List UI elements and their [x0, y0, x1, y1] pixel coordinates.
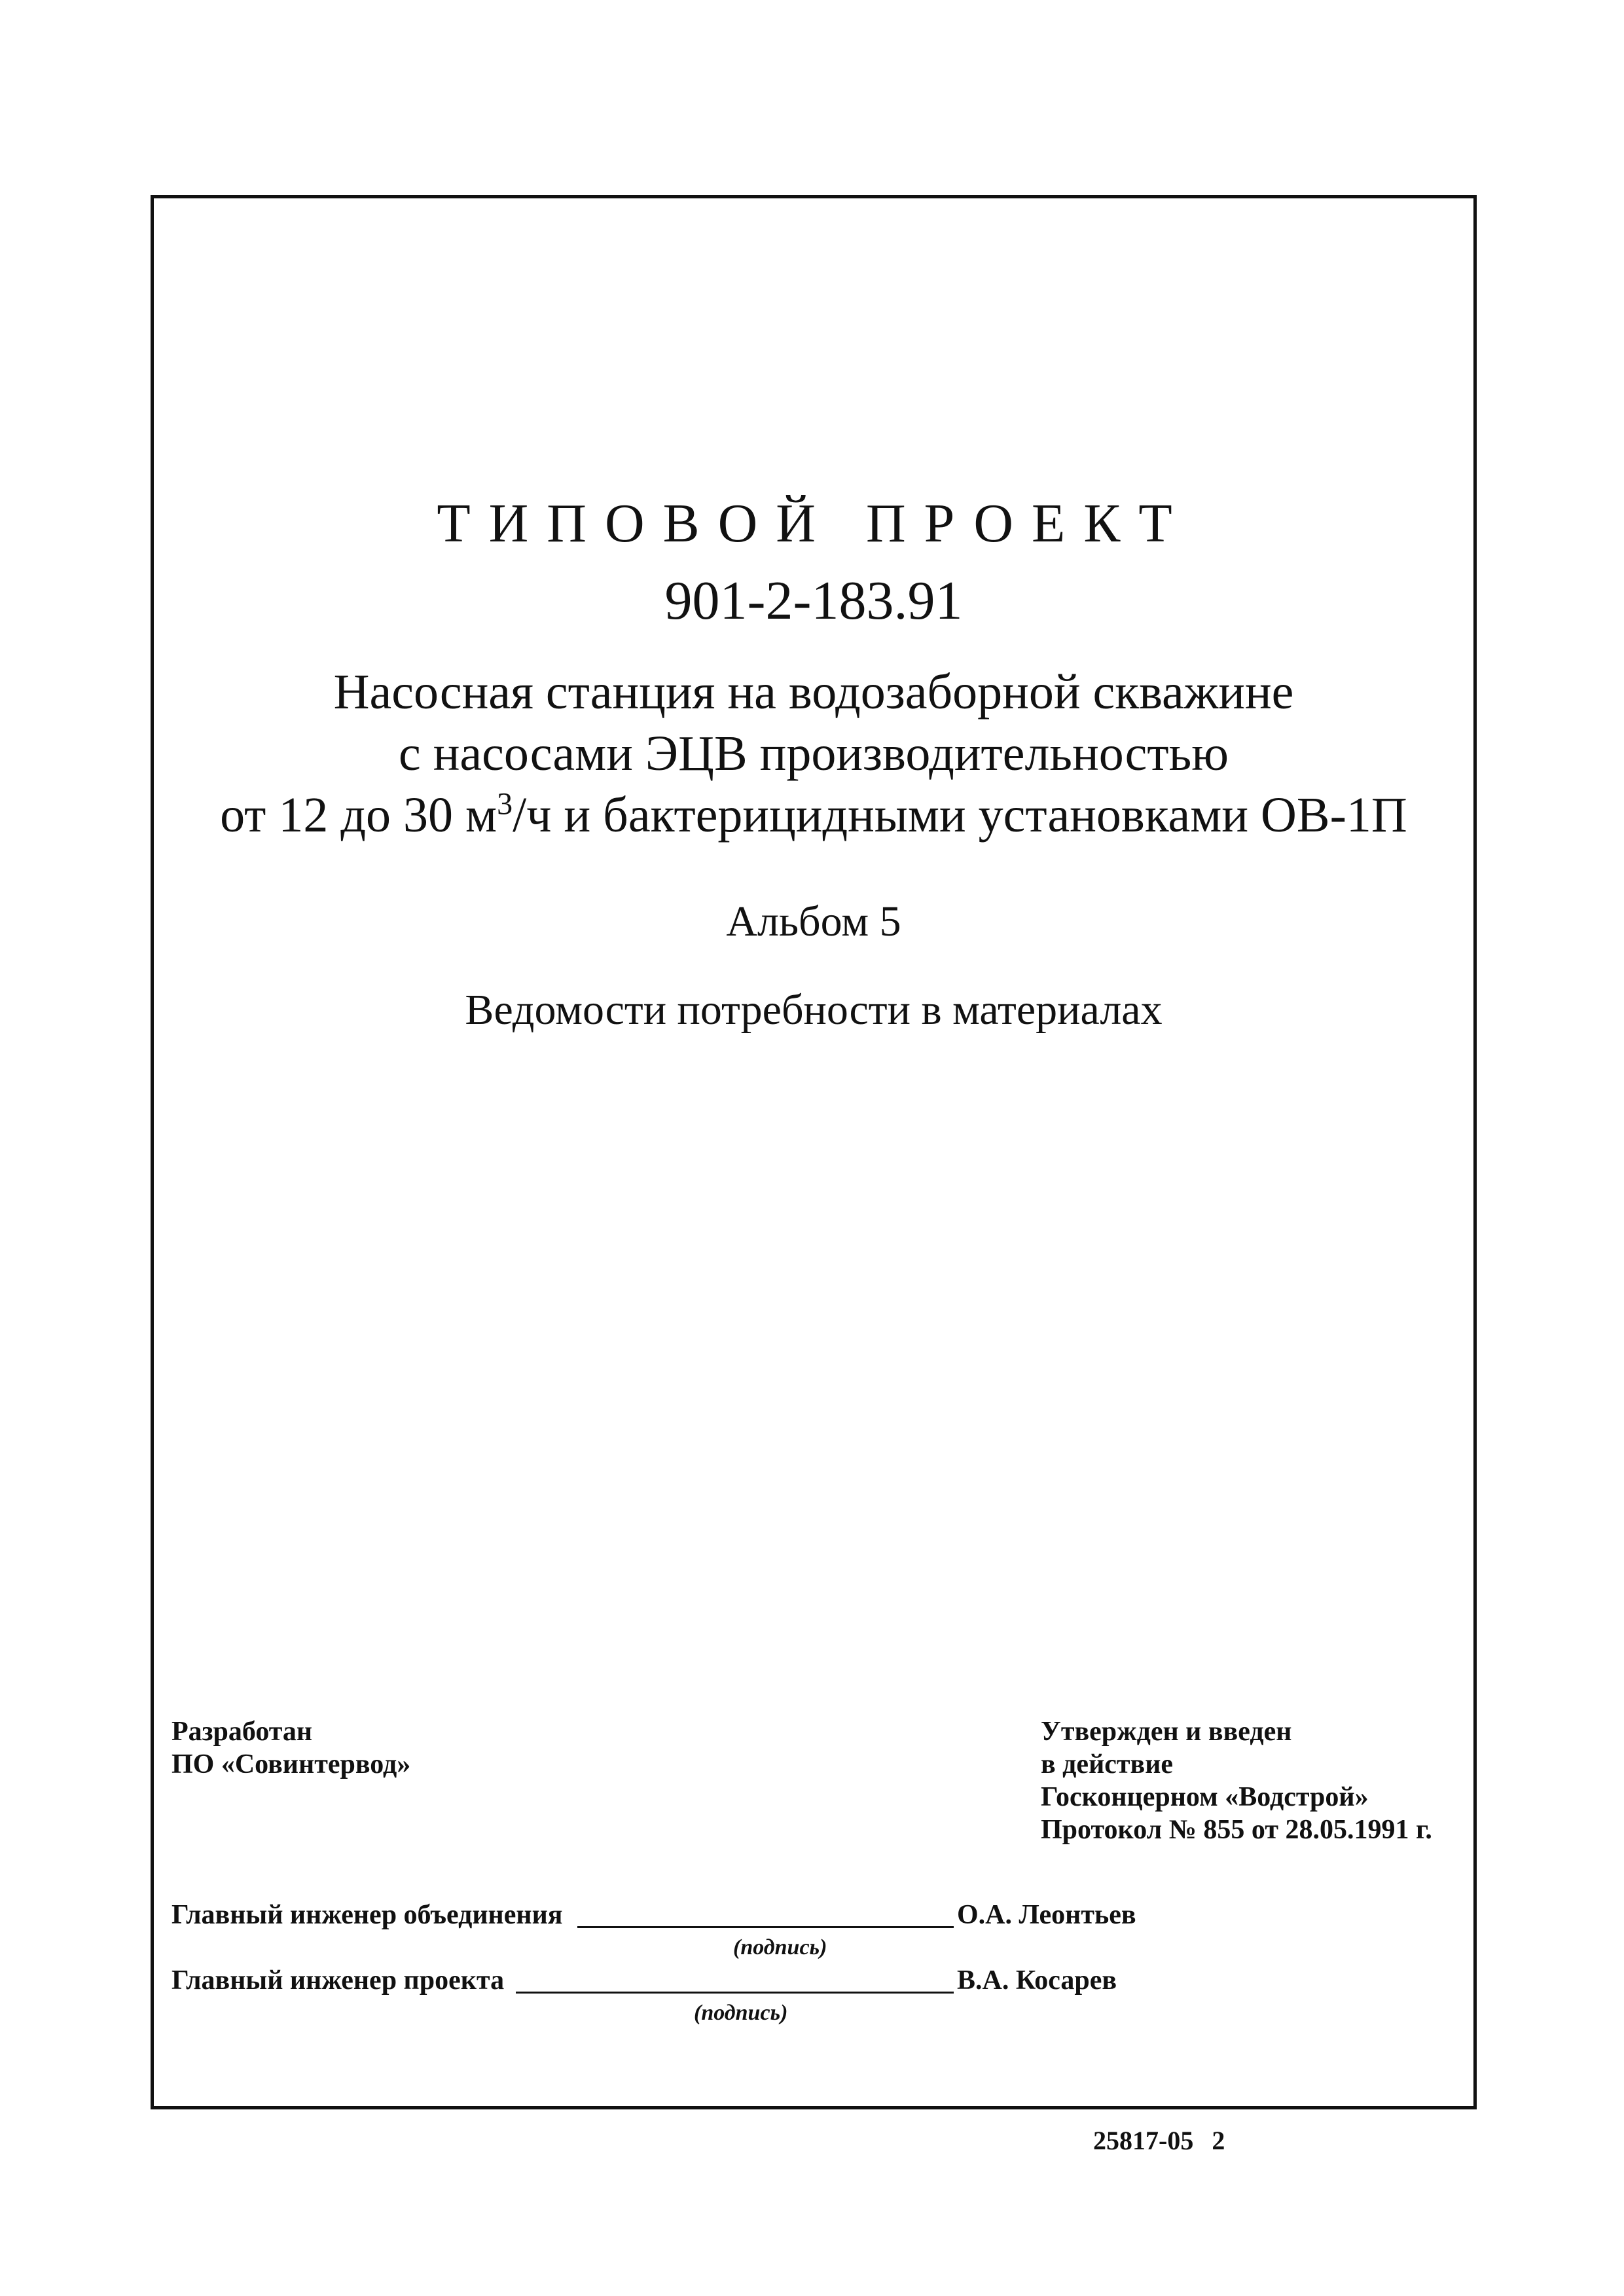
approval-line-2: в действие — [1041, 1749, 1174, 1779]
chief-engineer-project-signature-line — [516, 1992, 954, 1994]
chief-engineer-association-role: Главный инженер объединения — [171, 1900, 563, 1930]
chief-engineer-association-name: О.А. Леонтьев — [957, 1900, 1136, 1930]
document-title — [151, 661, 1477, 846]
chief-engineer-association-signature-line — [577, 1926, 954, 1928]
title-line-3-prefix: от 12 до 30 м — [220, 788, 497, 843]
approval-line-3: Госконцерном «Водстрой» — [1041, 1782, 1369, 1812]
chief-engineer-project-signature-caption: (подпись) — [694, 2001, 788, 2025]
project-number: 901-2-183.91 — [664, 570, 963, 631]
album-label: Альбом 5 — [726, 898, 901, 945]
approval-block — [1041, 1715, 1432, 1846]
document-heading: ТИПОВОЙ ПРОЕКТ — [437, 493, 1191, 554]
title-line-2: с насосами ЭЦВ производительностью — [398, 726, 1229, 781]
approval-protocol: Протокол № 855 от 28.05.1991 г. — [1041, 1815, 1432, 1845]
title-line-3 — [151, 784, 1477, 846]
title-line-3-superscript: 3 — [497, 786, 513, 822]
developed-by-block — [171, 1715, 410, 1781]
chief-engineer-association-signature-caption: (подпись) — [733, 1935, 827, 1959]
approval-line-1: Утвержден и введен — [1041, 1717, 1292, 1747]
title-line-3-suffix: /ч и бактерицидными установками ОВ-1П — [513, 788, 1407, 843]
chief-engineer-project-name: В.А. Косарев — [957, 1965, 1117, 1995]
chief-engineer-project-role: Главный инженер проекта — [171, 1965, 505, 1995]
title-line-1: Насосная станция на водозаборной скважине — [333, 665, 1294, 720]
document-footer-number: 25817-05 2 — [1093, 2126, 1225, 2155]
document-subject: Ведомости потребности в материалах — [465, 986, 1163, 1034]
developed-label: Разработан — [171, 1717, 313, 1747]
developer-organization: ПО «Совинтервод» — [171, 1749, 411, 1779]
